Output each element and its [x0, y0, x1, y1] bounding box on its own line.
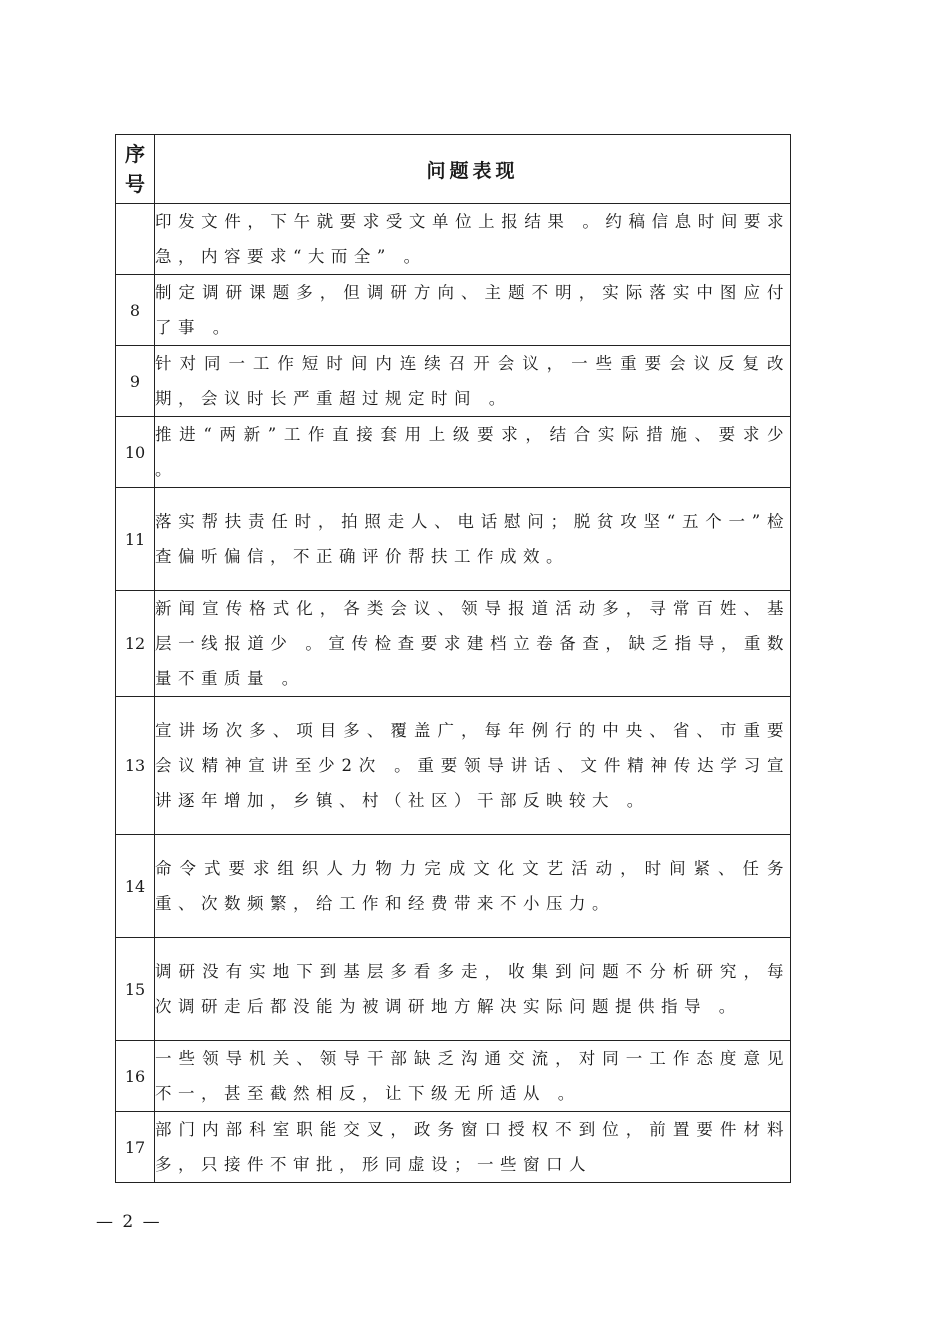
- row-number: 14: [116, 835, 155, 938]
- table-row: [116, 697, 791, 835]
- header-problem-description: 问题表现: [155, 135, 791, 204]
- table-header-row: [116, 135, 791, 204]
- row-description: 调研没有实地下到基层多看多走，收集到问题不分析研究，每次调研走后都没能为被调研地方解决实际问题提供指导 。: [155, 938, 791, 1041]
- table-row: [116, 591, 791, 697]
- row-description: 命令式要求组织人力物力完成文化文艺活动，时间紧、任务重、次数频繁，给工作和经费带来不小压力。: [155, 835, 791, 938]
- row-description: 制定调研课题多，但调研方向、主题不明，实际落实中图应付了事 。: [155, 275, 791, 346]
- row-description: 推进“两新”工作直接套用上级要求，结合实际措施、要求少 。: [155, 417, 791, 488]
- table-row: [116, 204, 791, 275]
- page-number: — 2 —: [96, 1212, 162, 1232]
- row-number: 13: [116, 697, 155, 835]
- row-description: 宣讲场次多、项目多、覆盖广，每年例行的中央、省、市重要会议精神宣讲至少2次 。重要领导讲话、文件精神传达学习宣讲逐年增加，乡镇、村（社区）干部反映较大 。: [155, 697, 791, 835]
- issues-table: [115, 134, 791, 1183]
- table-row: [116, 275, 791, 346]
- table-row: [116, 417, 791, 488]
- row-number: 11: [116, 488, 155, 591]
- header-serial-line2: 号: [125, 172, 145, 196]
- header-serial-line1: 序: [125, 142, 145, 166]
- row-number: 10: [116, 417, 155, 488]
- row-number: 17: [116, 1112, 155, 1183]
- row-number: 9: [116, 346, 155, 417]
- table-row: [116, 938, 791, 1041]
- table-row: [116, 1112, 791, 1183]
- row-number: 12: [116, 591, 155, 697]
- row-number: 16: [116, 1041, 155, 1112]
- row-number: 15: [116, 938, 155, 1041]
- table-row: [116, 835, 791, 938]
- row-number: [116, 204, 155, 275]
- row-description: 落实帮扶责任时，拍照走人、电话慰问；脱贫攻坚“五个一”检查偏听偏信，不正确评价帮扶工作成效。: [155, 488, 791, 591]
- table-row: [116, 1041, 791, 1112]
- row-description: 新闻宣传格式化，各类会议、领导报道活动多，寻常百姓、基层一线报道少 。宣传检查要求建档立卷备查，缺乏指导，重数量不重质量 。: [155, 591, 791, 697]
- row-description: 针对同一工作短时间内连续召开会议，一些重要会议反复改期，会议时长严重超过规定时间 。: [155, 346, 791, 417]
- row-description: 部门内部科室职能交叉，政务窗口授权不到位，前置要件材料多，只接件不审批，形同虚设；一些窗口人: [155, 1112, 791, 1183]
- table-row: [116, 346, 791, 417]
- header-serial-number: [116, 135, 155, 204]
- table-row: [116, 488, 791, 591]
- row-number: 8: [116, 275, 155, 346]
- row-description: 一些领导机关、领导干部缺乏沟通交流，对同一工作态度意见不一，甚至截然相反，让下级无所适从 。: [155, 1041, 791, 1112]
- row-description: 印发文件，下午就要求受文单位上报结果 。约稿信息时间要求急，内容要求“大而全” 。: [155, 204, 791, 275]
